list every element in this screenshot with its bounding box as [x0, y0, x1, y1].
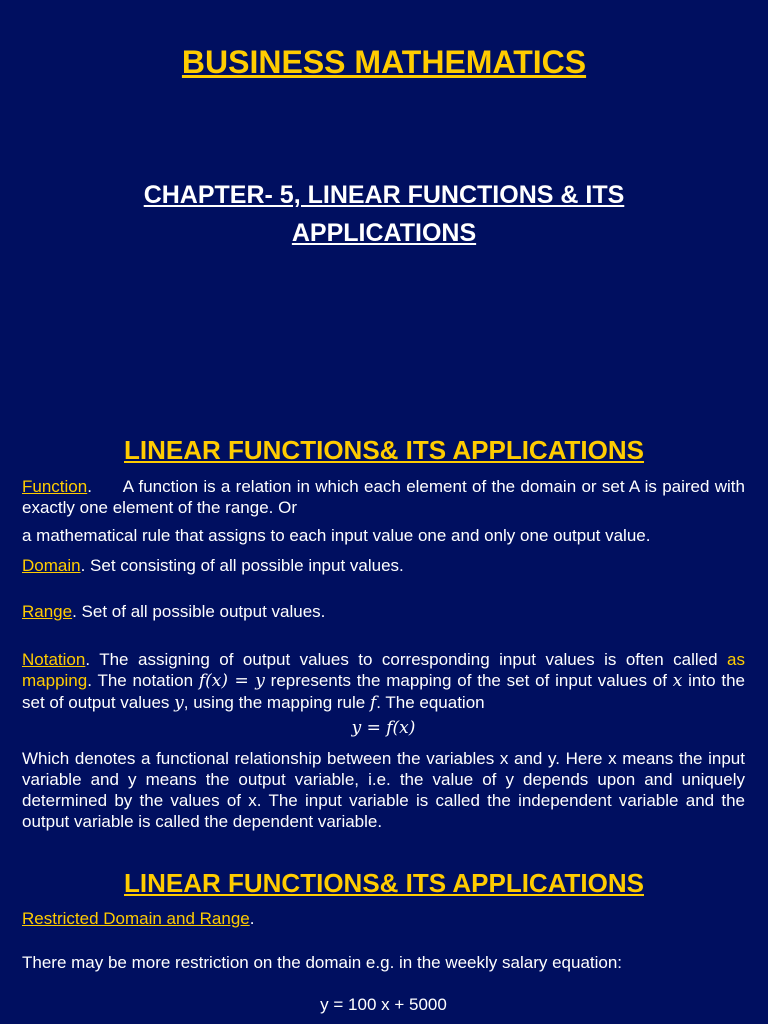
- notation-highlight: as mapping: [22, 650, 745, 690]
- notation-text-d: into the set of output values: [22, 671, 746, 712]
- notation-text-c: represents the mapping of the set of input values of: [264, 671, 673, 690]
- notation-math-y: y: [174, 693, 184, 713]
- notation-definition: [22, 649, 745, 714]
- range-definition: [22, 601, 745, 622]
- domain-definition: [22, 555, 745, 576]
- function-alt-definition: a mathematical rule that assigns to each input value one and only one output value.: [22, 526, 651, 545]
- restricted-domain-heading: [22, 908, 745, 929]
- notation-text-a: . The assigning of output values to corresponding input values is often called: [85, 650, 728, 669]
- domain-term: Domain: [22, 556, 81, 575]
- section-heading-2: LINEAR FUNCTIONS& ITS APPLICATIONS: [124, 868, 644, 898]
- functional-relationship-text: Which denotes a functional relationship between the variables x and y. Here x means the input variable and y means the output variable, i.e. the value of y depends upon and uniquely determined by the values of x. The input variable is called the independent variable and the output variable is called the dependent variable.: [22, 749, 745, 831]
- range-term: Range: [22, 602, 73, 621]
- section-heading: LINEAR FUNCTIONS& ITS APPLICATIONS: [124, 435, 644, 465]
- function-text: . A function is a relation in which each element of the domain or set A is paired with exactly one element of the range. Or: [22, 477, 750, 517]
- chapter-title-line1: CHAPTER- 5, LINEAR FUNCTIONS & ITS: [143, 181, 625, 209]
- notation-text-b: . The notation: [87, 671, 199, 690]
- restricted-dot: .: [249, 909, 255, 928]
- chapter-title: [0, 176, 768, 252]
- function-term: Function: [22, 477, 88, 496]
- restriction-text: There may be more restriction on the domain e.g. in the weekly salary equation:: [22, 953, 623, 972]
- salary-equation: y = 100 x + 5000: [320, 995, 447, 1014]
- chapter-title-line2: APPLICATIONS: [291, 219, 477, 247]
- notation-math-x: x: [672, 671, 683, 691]
- document-title: BUSINESS MATHEMATICS: [181, 44, 587, 80]
- notation-text-e: , using the mapping rule: [183, 693, 370, 712]
- domain-text: . Set consisting of all possible input values.: [80, 556, 404, 575]
- notation-text-f: . The equation: [376, 693, 485, 712]
- function-equation: y = f(x): [351, 718, 416, 738]
- notation-math-f: f: [369, 693, 377, 713]
- restricted-term: Restricted Domain and Range: [22, 909, 250, 928]
- notation-math-fxy: f(x) = y: [198, 671, 265, 691]
- notation-term: Notation: [22, 650, 86, 669]
- function-definition: [22, 476, 750, 518]
- range-text: . Set of all possible output values.: [72, 602, 326, 621]
